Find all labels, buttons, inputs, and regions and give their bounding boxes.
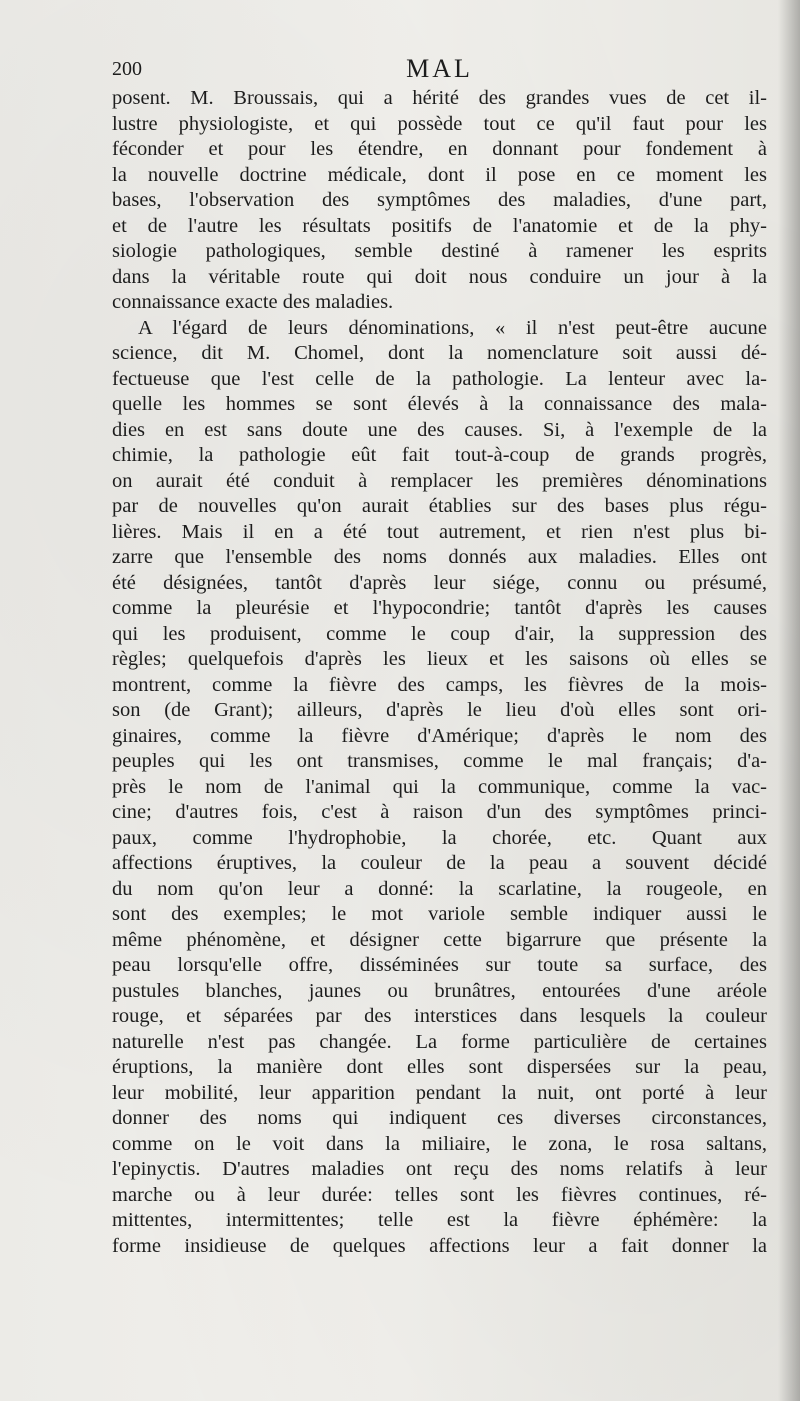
text-line: même phénomène, et désigner cette bigarrure que présente la (112, 928, 767, 951)
text-line: et de l'autre les résultats positifs de l'anatomie et de la phy- (112, 214, 767, 237)
text-line: du nom qu'on leur a donné: la scarlatine, la rougeole, en (112, 877, 767, 900)
text-line: peau lorsqu'elle offre, disséminées sur toute sa surface, des (112, 954, 767, 976)
page-gutter-shadow (778, 0, 800, 1401)
text-line: dans la véritable route qui doit nous conduire un jour à la (112, 265, 767, 288)
text-line: siologie pathologiques, semble destiné à ramener les esprits (112, 240, 767, 262)
text-line: été désignées, tantôt d'après leur siége, connu ou présumé, (112, 571, 767, 594)
text-line: son (de Grant); ailleurs, d'après le lieu d'où elles sont ori- (112, 699, 767, 721)
text-line: près le nom de l'animal qui la communique, comme la vac- (112, 775, 767, 798)
text-line: paux, comme l'hydrophobie, la chorée, etc. Quant aux (112, 826, 767, 849)
body-text (112, 86, 767, 1259)
text-line: qui les produisent, comme le coup d'air, la suppression des (112, 622, 767, 645)
text-line: mittentes, intermittentes; telle est la fièvre éphémère: la (112, 1209, 767, 1231)
text-line: par de nouvelles qu'on aurait établies sur des bases plus régu- (112, 495, 767, 517)
text-line: chimie, la pathologie eût fait tout-à-coup de grands progrès, (112, 444, 767, 466)
text-line: comme on le voit dans la miliaire, le zona, le rosa saltans, (112, 1132, 767, 1155)
text-line: peuples qui les ont transmises, comme le mal français; d'a- (112, 750, 767, 772)
text-line: marche ou à leur durée: telles sont les fièvres continues, ré- (112, 1183, 767, 1206)
running-head: MAL (406, 54, 473, 83)
text-line: lustre physiologiste, et qui possède tout ce qu'il faut pour les (112, 112, 767, 135)
text-line: montrent, comme la fièvre des camps, les fièvres de la mois- (112, 673, 767, 696)
page-number: 200 (112, 58, 142, 80)
text-line: affections éruptives, la couleur de la peau a souvent décidé (112, 852, 767, 874)
text-line: l'epinyctis. D'autres maladies ont reçu des noms relatifs à leur (112, 1158, 767, 1180)
text-line: pustules blanches, jaunes ou brunâtres, entourées d'une aréole (112, 979, 767, 1002)
text-line: fectueuse que l'est celle de la pathologie. La lenteur avec la- (112, 367, 767, 390)
text-line: zarre que l'ensemble des noms donnés aux maladies. Elles ont (112, 546, 767, 568)
text-line: cine; d'autres fois, c'est à raison d'un des symptômes princi- (112, 801, 767, 823)
text-line: forme insidieuse de quelques affections leur a fait donner la (112, 1234, 767, 1257)
text-line: naturelle n'est pas changée. La forme particulière de certaines (112, 1030, 767, 1053)
text-line: règles; quelquefois d'après les lieux et les saisons où elles se (112, 648, 767, 670)
text-line: sont des exemples; le mot variole semble indiquer aussi le (112, 903, 767, 925)
text-line: lières. Mais il en a été tout autrement, et rien n'est plus bi- (112, 520, 767, 543)
text-line: leur mobilité, leur apparition pendant la nuit, ont porté à leur (112, 1081, 767, 1104)
text-line: A l'égard de leurs dénominations, « il n'est peut-être aucune (138, 316, 767, 339)
text-line: science, dit M. Chomel, dont la nomenclature soit aussi dé- (112, 342, 767, 364)
text-line: bases, l'observation des symptômes des maladies, d'une part, (112, 189, 767, 211)
text-line: la nouvelle doctrine médicale, dont il pose en ce moment les (112, 163, 767, 186)
text-line: éruptions, la manière dont elles sont dispersées sur la peau, (112, 1056, 767, 1078)
text-line: ginaires, comme la fièvre d'Amérique; d'après le nom des (112, 724, 767, 747)
text-line: posent. M. Broussais, qui a hérité des grandes vues de cet il- (112, 87, 767, 109)
text-line: connaissance exacte des maladies. (112, 291, 394, 313)
page-header (112, 54, 767, 88)
text-line: dies en est sans doute une des causes. Si, à l'exemple de la (112, 418, 767, 441)
text-line: donner des noms qui indiquent ces diverses circonstances, (112, 1107, 767, 1129)
text-line: quelle les hommes se sont élevés à la connaissance des mala- (112, 393, 767, 415)
text-line: comme la pleurésie et l'hypocondrie; tantôt d'après les causes (112, 597, 767, 619)
text-line: on aurait été conduit à remplacer les premières dénominations (112, 469, 767, 492)
text-line: rouge, et séparées par des interstices dans lesquels la couleur (112, 1005, 767, 1027)
text-line: féconder et pour les étendre, en donnant pour fondement à (112, 138, 767, 160)
